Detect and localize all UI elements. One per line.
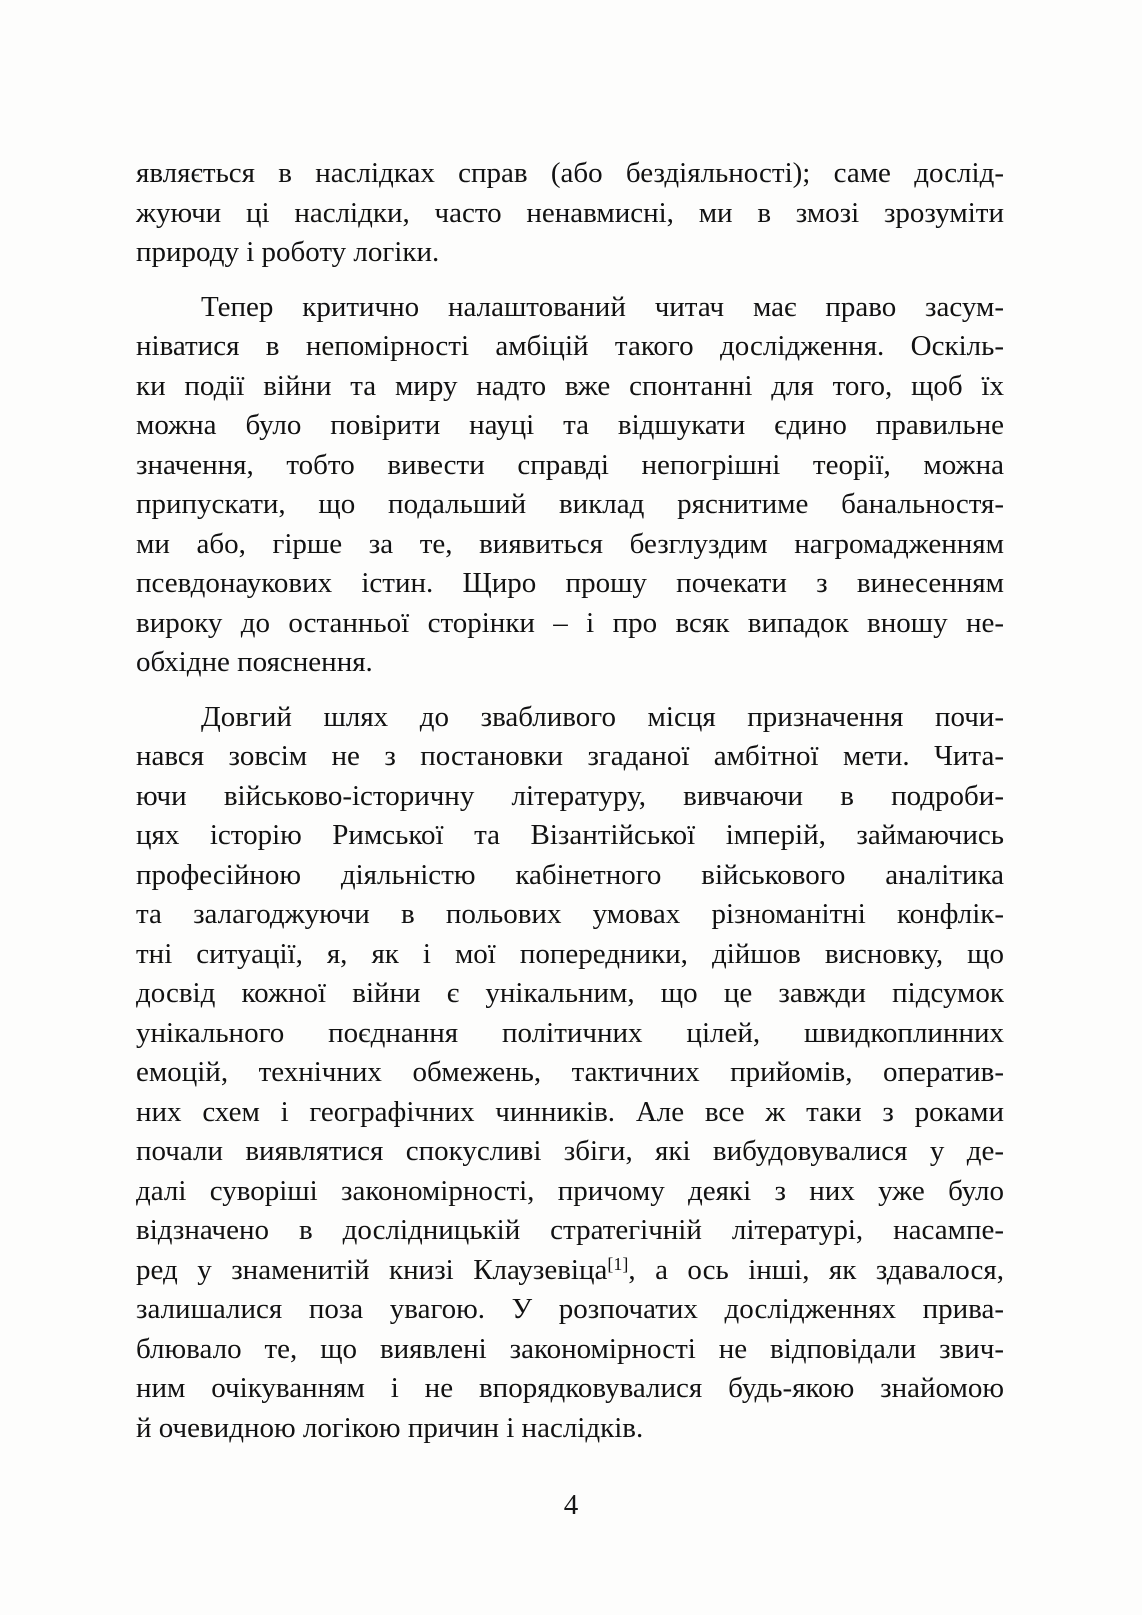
text-segment: ред у знаменитій книзі Клаузевіца xyxy=(136,1253,608,1286)
paragraph-3 xyxy=(136,698,1004,1449)
text-line: них схем і географічних чинників. Але все ж таки з роками xyxy=(136,1095,1004,1128)
text-line: ніватися в непомірності амбіцій такого дослідження. Оскіль- xyxy=(136,330,1004,362)
text-line: можна було повірити науці та відшукати єдино правильне xyxy=(136,409,1004,441)
text-line: й очевидною логікою причин і наслідків. xyxy=(136,1411,644,1444)
text-line: Тепер критично налаштований читач має право засум- xyxy=(201,290,1004,323)
text-line: Довгий шлях до звабливого місця призначення почи- xyxy=(201,700,1004,733)
text-line: почали виявлятися спокусливі збіги, які вибудовувалися у де- xyxy=(136,1135,1004,1167)
text-line: вироку до останньої сторінки – і про всяк випадок вношу не- xyxy=(136,606,1004,639)
text-line: жуючи ці наслідки, часто ненавмисні, ми в змозі зрозуміти xyxy=(136,196,1004,229)
text-line: далі суворіші закономірності, причому деякі з них уже було xyxy=(136,1174,1004,1207)
text-segment: , а ось інші, як здавалося, xyxy=(628,1253,1004,1286)
text-line: цях історію Римської та Візантійської імперій, займаючись xyxy=(136,819,1004,851)
page-text xyxy=(136,154,1004,1463)
text-line: ми або, гірше за те, виявиться безглуздим нагромадженням xyxy=(136,527,1004,560)
text-line: ним очікуванням і не впорядковувалися будь-якою знайомою xyxy=(136,1372,1004,1404)
text-line: унікального поєднання політичних цілей, швидкоплинних xyxy=(136,1016,1004,1049)
text-line: нався зовсім не з постановки згаданої амбітної мети. Чита- xyxy=(136,740,1004,772)
text-line: являється в наслідках справ (або бездіяльності); саме дослід- xyxy=(136,157,1004,189)
text-line: досвід кожної війни є унікальним, що це завжди підсумок xyxy=(136,977,1004,1009)
text-line: припускати, що подальший виклад ряснитиме банальностя- xyxy=(136,488,1004,520)
paragraph-1 xyxy=(136,154,1004,273)
text-line: ючи військово-історичну літературу, вивчаючи в подроби- xyxy=(136,779,1004,812)
footnote-marker: [1] xyxy=(607,1254,629,1275)
text-line: тні ситуації, я, як і мої попередники, дійшов висновку, що xyxy=(136,937,1004,970)
text-line: псевдонаукових істин. Щиро прошу почекати з винесенням xyxy=(136,567,1004,599)
paragraph-2 xyxy=(136,288,1004,683)
text-line xyxy=(136,1251,1004,1291)
text-line: відзначено в дослідницькій стратегічній літературі, насампе- xyxy=(136,1214,1004,1246)
text-line: блювало те, що виявлені закономірності не відповідали звич- xyxy=(136,1332,1004,1365)
text-line: професійною діяльністю кабінетного військового аналітика xyxy=(136,858,1004,891)
text-line: емоцій, технічних обмежень, тактичних прийомів, оператив- xyxy=(136,1056,1004,1088)
page-number: 4 xyxy=(563,1489,579,1521)
text-line: ки події війни та миру надто вже спонтанні для того, щоб їх xyxy=(136,369,1004,402)
text-line: залишалися поза увагою. У розпочатих дослідженнях прива- xyxy=(136,1293,1004,1325)
text-line: та залагоджуючи в польових умовах різноманітні конфлік- xyxy=(136,898,1004,930)
text-line: обхідне пояснення. xyxy=(136,646,373,678)
text-line: значення, тобто вивести справді непогрішні теорії, можна xyxy=(136,448,1004,481)
text-line: природу і роботу логіки. xyxy=(136,236,440,268)
